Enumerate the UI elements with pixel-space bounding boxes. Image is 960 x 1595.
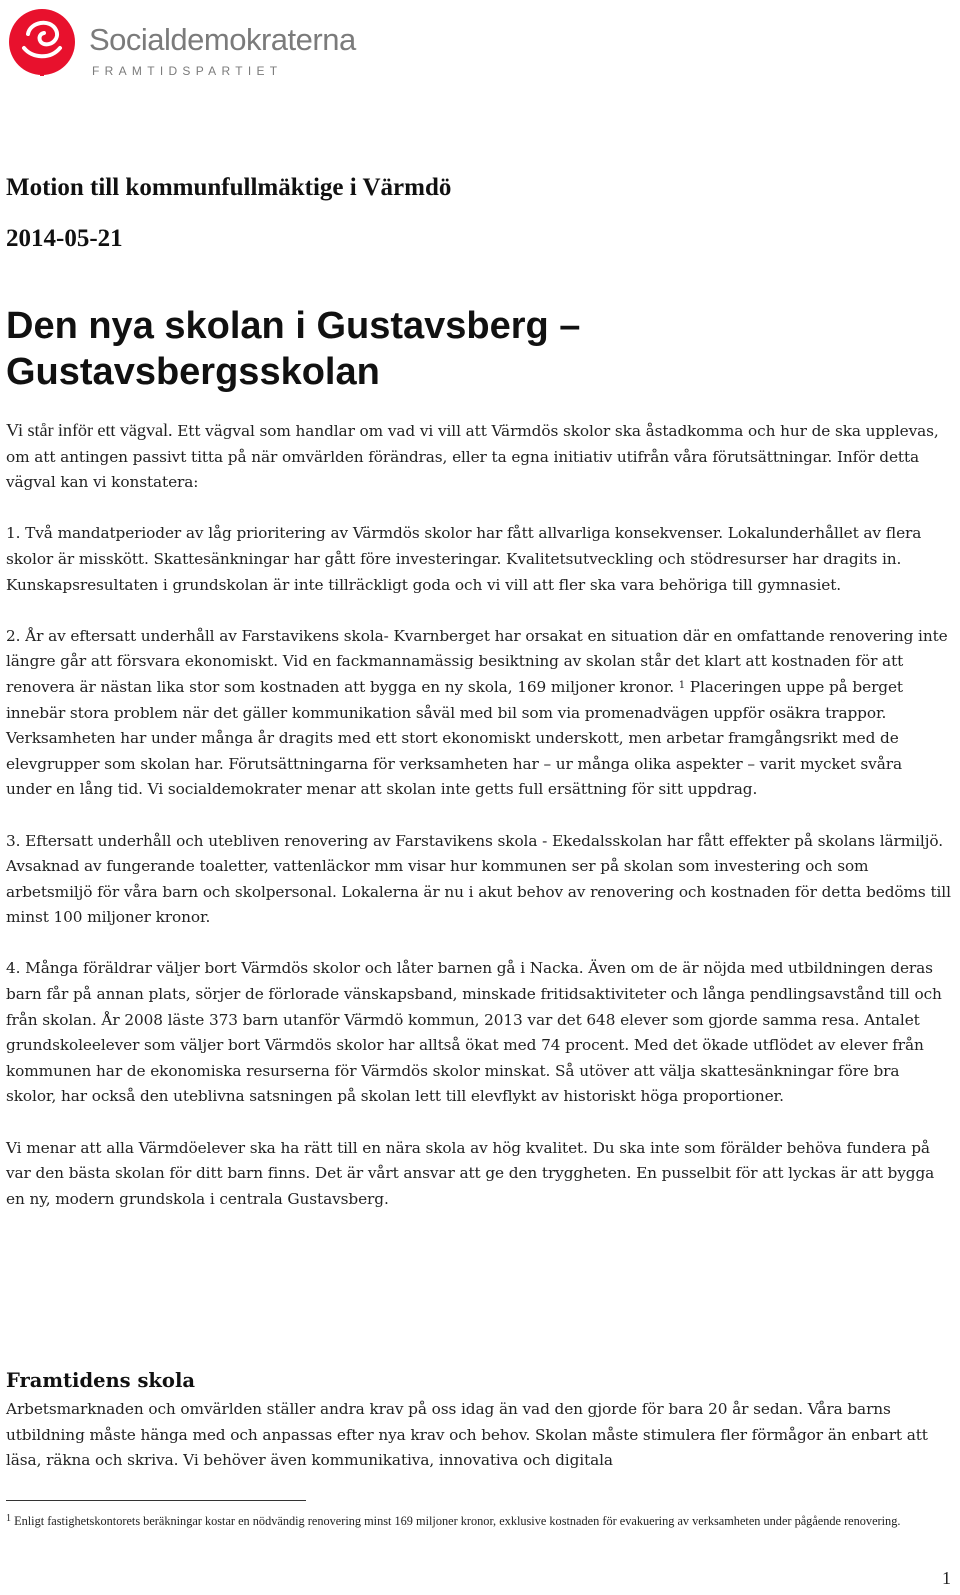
point-paragraph: 4. Många föräldrar väljer bort Värmdös skolor och låter barnen gå i Nacka. Även om de är nöjda med utbildningen deras barn får på annan plats, sörjer de förlorade vänskapsband, minskade fritidsaktiviteter och långa pendlingsavstånd till och från skolan. År 2008 läste 373 barn utanför Värmdö kommun, 2013 var det 648 elever som gjorde samma resa. Antalet grundskoleelever som väljer bort Värmdös skolor har alltså ökat med 74 procent. Med det ökade utflödet av elever från kommunen har de ekonomiska resurserna för Värmdös skolor minskat. Så utöver att välja skattesänkningar före bra skolor, har också den uteblivna satsningen på skolan lett till elevflykt av historiskt höga proportioner. <box>6 959 942 1106</box>
footnote-divider <box>6 1500 306 1501</box>
point-paragraph: 3. Eftersatt underhåll och utebliven renovering av Farstavikens skola - Ekedalsskolan har fått effekter på skolans lärmiljö. Avsaknad av fungerande toaletter, vattenläckor mm visar hur kommunen ser på skolan som investering och som arbetsmiljö för våra barn och skolpersonal. Lokalerna är nu i akut behov av renovering och kostnaden för detta bedöms till minst 100 miljoner kronor. <box>6 831 951 927</box>
point-2-continuation: Placeringen uppe på berget innebär stora problem när det gäller kommunikation såväl med bil som via promenadvägen uppför osäkra trappor. Verksamheten har under många år dragits med ett stort ekonomiskt underskott, men arbetar framgångsrikt med de elevgrupper som skolan har. Förutsättningarna för verksamheten har – ur många olika aspekter – varit mycket svåra under en lång tid. Vi socialdemokrater menar att skolan inte getts full ersättning för sitt uppdrag. <box>6 677 903 799</box>
closing-paragraph: Vi menar att alla Värmdöelever ska ha rätt till en nära skola av hög kvalitet. Du ska inte som förälder behöva fundera på var den bästa skolan för ditt barn finns. Det är vårt ansvar att ge den tryggheten. En pusselbit för att lyckas är att bygga en ny, modern grundskola i centrala Gustavsberg. <box>6 1138 935 1208</box>
motion-heading: Motion till kommunfullmäktige i Värmdö <box>6 174 452 201</box>
footnote-reference[interactable]: 1 <box>678 679 685 691</box>
party-tagline: FRAMTIDSPARTIET <box>92 64 283 78</box>
intro-lead: Vi står inför ett vägval. <box>6 420 173 440</box>
document-title <box>6 303 826 395</box>
page-number: 1 <box>942 1568 951 1588</box>
party-name: Socialdemokraterna <box>89 22 356 57</box>
point-2-text: 2. År av eftersatt underhåll av Farstavikens skola- Kvarnberget har orsakat en situation där en omfattande renovering inte längre går att försvara ekonomiskt. Vid en fackmannamässig besiktning av skolan står det klart att kostnaden för att renovera är nästan lika stor som kostnaden att bygga en ny skola, 169 miljoner kronor. <box>6 626 948 696</box>
section-paragraph: Arbetsmarknaden och omvärlden ställer andra krav på oss idag än vad den gjorde för bara 20 år sedan. Våra barns utbildning måste hänga med och anpassas efter nya krav och behov. Skolan måste stimulera fler förmågor än enbart att läsa, räkna och skriva. Vi behöver även kommunikativa, innovativa och digitala <box>6 1400 928 1470</box>
title-line: Den nya skolan i Gustavsberg – <box>6 305 581 347</box>
party-logo <box>6 4 406 82</box>
footnote-text: Enligt fastighetskontorets beräkningar kostar en nödvändig renovering minst 169 miljoner kronor, exklusive kostnaden för evakuering av verksamheten under pågående renovering. <box>11 1514 901 1528</box>
motion-body <box>6 418 952 1238</box>
intro-rest: Ett vägval som handlar om vad vi vill att Värmdös skolor ska åstadkomma och hur de ska upplevas, om att antingen passivt titta på när omvärlden förändras, eller ta egna initiativ utifrån våra förutsättningar. Inför detta vägval kan vi konstatera: <box>6 422 939 492</box>
intro-paragraph <box>6 418 952 496</box>
motion-date: 2014-05-21 <box>6 225 123 252</box>
red-rose-icon <box>6 4 82 80</box>
point-paragraph: 1. Två mandatperioder av låg prioritering av Värmdös skolor har fått allvarliga konsekvenser. Lokalunderhållet av flera skolor är misskött. Skattesänkningar har gått före investeringar. Kvalitetsutveckling och stödresurser har dragits in. Kunskapsresultaten i grundskolan är inte tillräckligt goda och vi vill att fler ska vara behöriga till gymnasiet. <box>6 524 922 594</box>
footnote <box>6 1512 952 1530</box>
footnote-number: 1 <box>6 1513 11 1524</box>
title-line: Gustavsbergsskolan <box>6 351 380 393</box>
point-paragraph <box>6 624 952 803</box>
section-heading: Framtidens skola <box>6 1369 195 1392</box>
